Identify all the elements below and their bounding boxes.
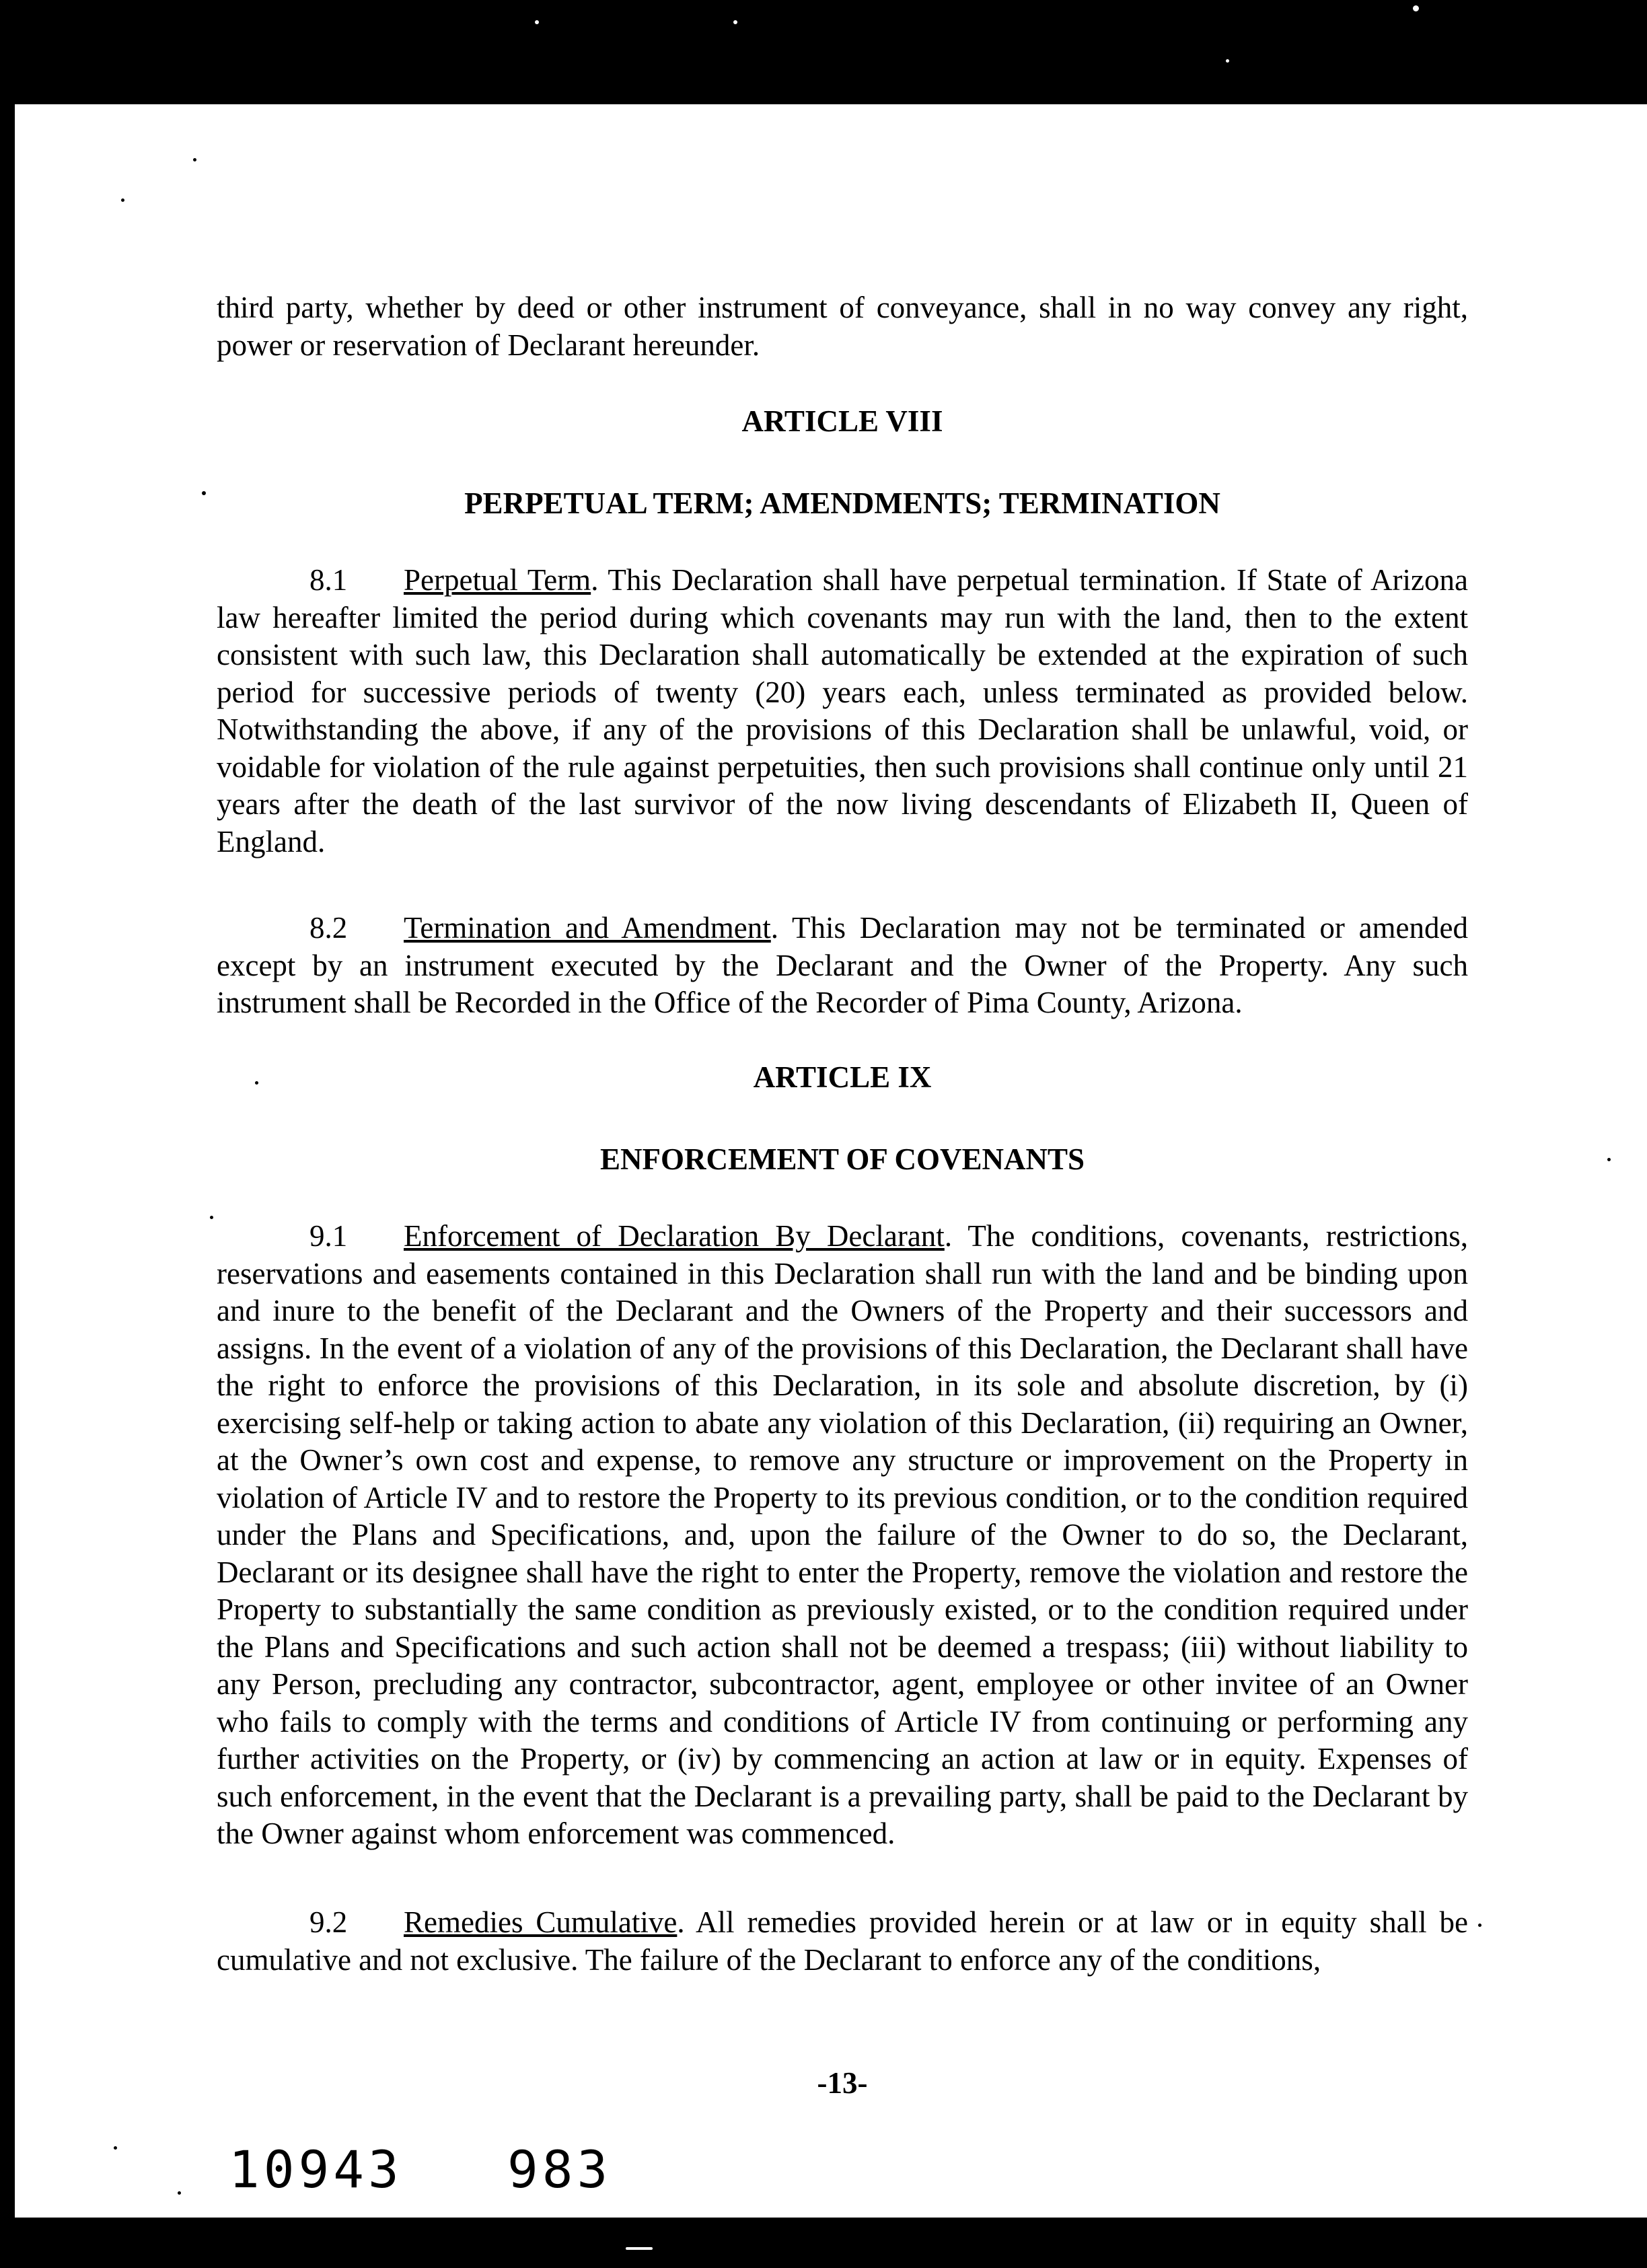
section-title: Enforcement of Declaration By Declarant <box>404 1219 945 1253</box>
section-title: Remedies Cumulative <box>404 1905 678 1939</box>
section-body: . The conditions, covenants, restrictions, reservations and easements contained in this Declaration shall run with the land and be binding upon and inure to the benefit of the Declarant and the Owners of the Property and their successors and assigns. In the event of a violation of any of the provisions of this Declaration, the Declarant shall have the right to enforce the provisions of this Declaration, in its sole and absolute discretion, by (i) exercising self-help or taking action to abate any violation of this Declaration, (ii) requiring an Owner, at the Owner’s own cost and expense, to remove any structure or improvement on the Property in violation of Article IV and to restore the Property to its previous condition, or to the condition required under the Plans and Specifications, and, upon the failure of the Owner to do so, the Declarant, Declarant or its designee shall have the right to enter the Property, remove the violation and restore the Property to substantially the same condition as previously existed, or to the condition required under the Plans and Specifications and such action shall not be deemed a trespass; (iii) without liability to any Person, precluding any contractor, subcontractor, agent, employee or other invitee of an Owner who fails to comply with the terms and conditions of Article IV from continuing or performing any further activities on the Property, or (iv) by commencing an action at law or in equity. Expenses of such enforcement, in the event that the Declarant is a prevailing party, shall be paid to the Declarant by the Owner against whom enforcement was commenced. <box>217 1219 1468 1850</box>
section-body: . This Declaration may not be terminated or amended except by an instrument executed by the Declarant and the Owner of the Property. Any such instrument shall be Recorded in the Office of the Recorder of Pima County, Arizona. <box>217 911 1468 1019</box>
scan-speck <box>114 2146 117 2150</box>
scan-speck <box>1607 1158 1611 1161</box>
section-number: 8.1 <box>309 563 348 597</box>
section-8-2 <box>217 910 1468 1022</box>
section-8-1 <box>217 562 1468 861</box>
intro-paragraph: third party, whether by deed or other instrument of conveyance, shall in no way convey any right, power or reservation of Declarant hereunder. <box>217 291 1468 362</box>
scan-speck <box>193 158 196 161</box>
section-body: . All remedies provided herein or at law or in equity shall be cumulative and not exclusive. The failure of the Declarant to enforce any of the conditions, <box>217 1905 1469 1977</box>
scan-speck <box>535 20 539 24</box>
section-number: 8.2 <box>309 911 348 945</box>
scan-speck <box>178 2191 181 2195</box>
section-title: Perpetual Term <box>404 563 591 597</box>
scan-speck <box>210 1216 213 1219</box>
section-9-1 <box>217 1218 1468 1853</box>
article-viii-heading: ARTICLE VIII <box>741 404 943 438</box>
article-ix-heading: ARTICLE IX <box>753 1060 932 1094</box>
section-number: 9.1 <box>309 1219 348 1253</box>
scan-speck <box>1226 59 1229 63</box>
article-ix-subheading: ENFORCEMENT OF COVENANTS <box>599 1142 1085 1176</box>
section-title: Termination and Amendment <box>404 911 771 945</box>
scan-speck <box>121 198 124 202</box>
page-number: -13- <box>817 2066 868 2100</box>
article-viii-subheading: PERPETUAL TERM; AMENDMENTS; TERMINATION <box>464 486 1220 520</box>
scan-speck <box>733 20 737 24</box>
scan-speck <box>626 2247 653 2250</box>
scan-speck <box>1413 5 1419 11</box>
section-body: . This Declaration shall have perpetual termination. If State of Arizona law hereafter limited the period during which covenants may run with the land, then to the extent consistent with such law, this Declaration shall automatically be extended at the expiration of such period for successive periods of twenty (20) years each, unless terminated as provided below. Notwithstanding the above, if any of the provisions of this Declaration shall be unlawful, void, or voidable for violation of the rule against perpetuities, then such provisions shall continue only until 21 years after the death of the last survivor of the now living descendants of Elizabeth II, Queen of England. <box>217 563 1468 858</box>
scan-speck <box>202 491 206 495</box>
recording-stamp: 10943 983 <box>229 2139 612 2199</box>
section-9-2 <box>217 1904 1468 1979</box>
scan-speck <box>1478 1924 1481 1927</box>
document-page <box>15 104 1647 2218</box>
section-number: 9.2 <box>309 1905 348 1939</box>
